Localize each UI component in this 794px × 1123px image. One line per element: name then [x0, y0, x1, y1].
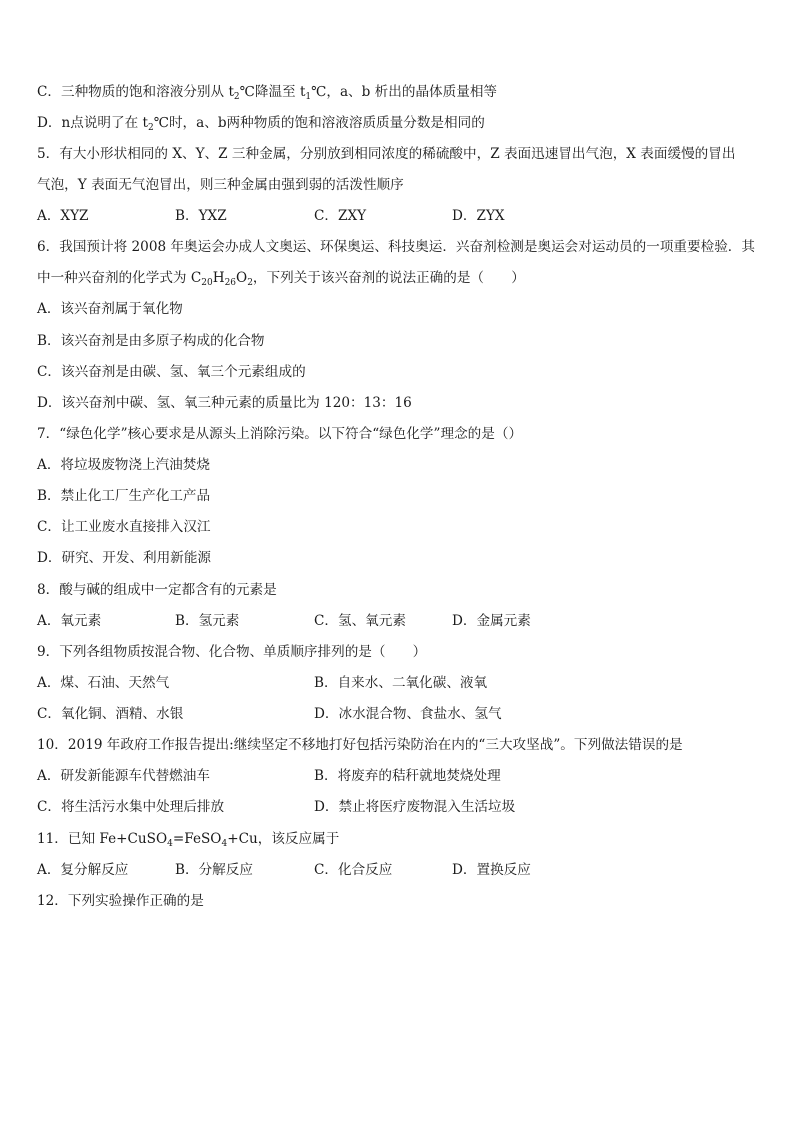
q11-option-b: B．分解反应: [175, 862, 253, 878]
q11-option-c: C．化合反应: [314, 862, 393, 878]
q9-stem: 9．下列各组物质按混合物、化合物、单质顺序排列的是（ ）: [37, 644, 427, 660]
q5-option-c: C．ZXY: [314, 208, 367, 224]
q5-stem-line2: 气泡，Y 表面无气泡冒出，则三种金属由强到弱的活泼性顺序: [37, 177, 404, 193]
q10-option-a: A．研发新能源车代替燃油车: [37, 768, 210, 784]
q6-option-c: C．该兴奋剂是由碳、氢、氧三个元素组成的: [37, 364, 306, 380]
q9-option-c: C．氧化铜、酒精、水银: [37, 706, 184, 722]
q11-option-d: D．置换反应: [452, 862, 531, 878]
q8-option-d: D．金属元素: [452, 613, 531, 629]
q8-option-a: A．氧元素: [37, 613, 102, 629]
q6-stem-line2: 中一种兴奋剂的化学式为 $C_{20}H_{26}O_2$，下列关于该兴奋剂的说法正确的是（ ）: [37, 270, 525, 288]
q7-option-d: D．研究、开发、利用新能源: [37, 550, 212, 566]
q8-option-b: B．氢元素: [175, 613, 240, 629]
q7-option-a: A．将垃圾废物浇上汽油焚烧: [37, 457, 210, 473]
q6-stem-line1: 6．我国预计将 2008 年奥运会办成人文奥运、环保奥运、科技奥运．兴奋剂检测是奥运会对运动员的一项重要检验．其: [37, 239, 755, 255]
q4-option-c: C．三种物质的饱和溶液分别从 $t_2℃$降温至 $t_1℃$，a、b 析出的晶体质量相等: [37, 84, 498, 102]
q5-stem-line1: 5．有大小形状相同的 X、Y、Z 三种金属，分别放到相同浓度的稀硫酸中，Z 表面迅速冒出气泡，X 表面缓慢的冒出: [37, 146, 736, 162]
q5-option-b: B．YXZ: [175, 208, 227, 224]
q7-stem: 7．“绿色化学”核心要求是从源头上消除污染。以下符合“绿色化学”理念的是（）: [37, 426, 523, 442]
q10-option-d: D．禁止将医疗废物混入生活垃圾: [314, 799, 516, 815]
q10-option-c: C．将生活污水集中处理后排放: [37, 799, 225, 815]
q4-option-d: D．n点说明了在 $t_2℃$时，a、b两种物质的饱和溶液溶质质量分数是相同的: [37, 115, 485, 133]
q10-stem: 10．2019 年政府工作报告提出:继续坚定不移地打好包括污染防治在内的“三大攻坚战”。下列做法错误的是: [37, 737, 683, 753]
q9-option-b: B．自来水、二氧化碳、液氧: [314, 675, 488, 691]
q8-option-c: C．氢、氧元素: [314, 613, 406, 629]
q6-option-a: A．该兴奋剂属于氧化物: [37, 301, 183, 317]
q5-option-d: D．ZYX: [452, 208, 505, 224]
q9-option-a: A．煤、石油、天然气: [37, 675, 170, 691]
q6-option-d: D．该兴奋剂中碳、氢、氧三种元素的质量比为 120：13：16: [37, 395, 412, 411]
q5-option-a: A．XYZ: [37, 208, 89, 224]
q7-option-b: B．禁止化工厂生产化工产品: [37, 488, 211, 504]
q7-option-c: C．让工业废水直接排入汉江: [37, 519, 211, 535]
q8-stem: 8．酸与碱的组成中一定都含有的元素是: [37, 582, 277, 598]
q10-option-b: B．将废弃的秸秆就地焚烧处理: [314, 768, 501, 784]
q6-option-b: B．该兴奋剂是由多原子构成的化合物: [37, 333, 265, 349]
q11-option-a: A．复分解反应: [37, 862, 129, 878]
q9-option-d: D．冰水混合物、食盐水、氢气: [314, 706, 502, 722]
q11-stem: 11．已知 Fe+CuSO$_4$=FeSO$_4$+Cu，该反应属于: [37, 831, 340, 849]
q12-stem: 12．下列实验操作正确的是: [37, 893, 204, 909]
